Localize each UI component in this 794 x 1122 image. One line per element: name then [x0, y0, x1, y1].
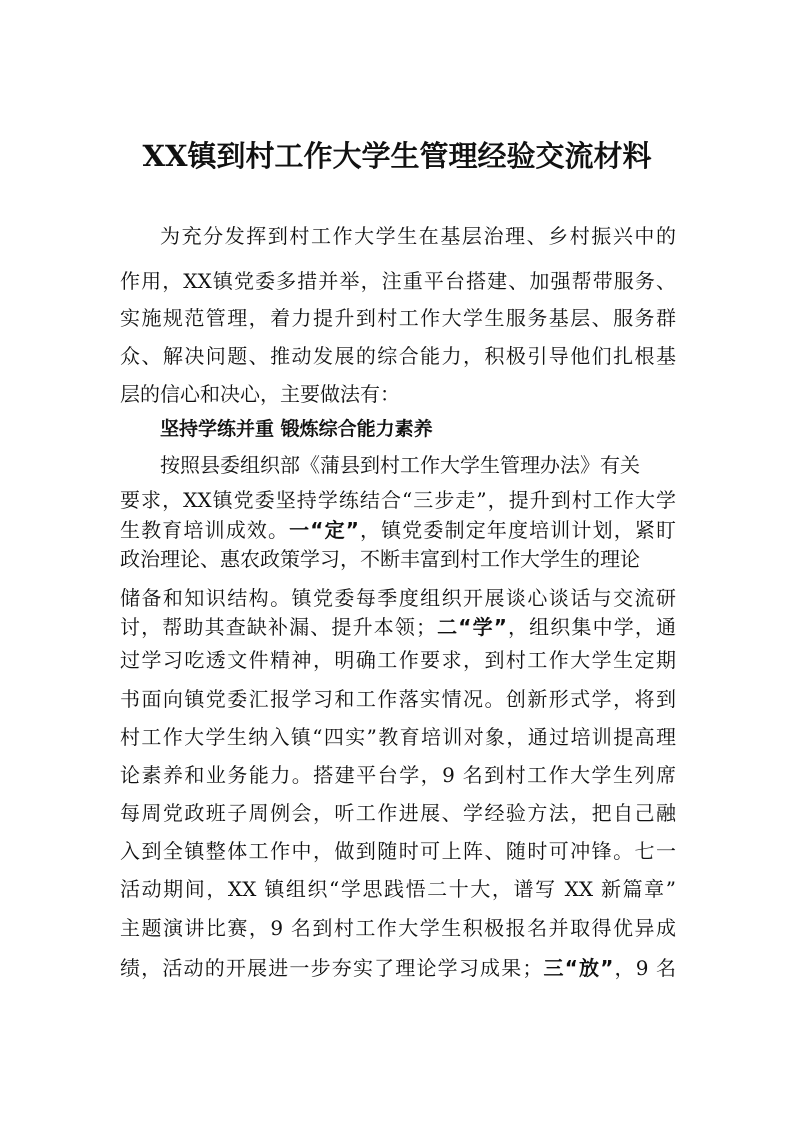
intro-paragraph — [120, 218, 676, 413]
section-heading: 坚持学练并重 锻炼综合能力素养 — [160, 418, 433, 440]
text-line: 按照县委组织部《蒲县到村工作大学生管理办法》有关 — [160, 453, 640, 477]
text-line: 层的信心和决心，主要做法有： — [120, 382, 400, 406]
text-line: 活动期间，XX 镇组织“学思践悟二十大，谱写 XX 新篇章” — [120, 877, 676, 901]
text-line: 实施规范管理，着力提升到村工作大学生服务基层、服务群 — [120, 306, 676, 330]
text-run: ，9 名 — [613, 956, 676, 980]
text-line: 主题演讲比赛，9 名到村工作大学生积极报名并取得优异成 — [120, 916, 676, 940]
text-line: 过学习吃透文件精神，明确工作要求，到村工作大学生定期 — [120, 648, 676, 672]
text-run: ，组织集中学，通 — [506, 615, 676, 639]
text-line: 要求，XX镇党委坚持学练结合“三步走”，提升到村工作大学 — [120, 488, 676, 512]
text-line: 储备和知识结构。镇党委每季度组织开展谈心谈话与交流研 — [120, 586, 676, 610]
emphasis-step-two: 二“学” — [436, 615, 507, 639]
text-line: 作用，XX镇党委多措并举，注重平台搭建、加强帮带服务、 — [120, 269, 676, 293]
emphasis-step-three: 三“放” — [542, 956, 614, 980]
text-line: 书面向镇党委汇报学习和工作落实情况。创新形式学，将到 — [120, 687, 676, 711]
text-run: 绩，活动的开展进一步夯实了理论学习成果； — [120, 956, 543, 980]
text-run: 讨，帮助其查缺补漏、提升本领； — [120, 615, 436, 639]
document-title: XX镇到村工作大学生管理经验交流材料 — [142, 139, 652, 173]
text-line: 众、解决问题、推动发展的综合能力，积极引导他们扎根基 — [120, 344, 676, 368]
text-line — [120, 612, 676, 642]
text-line: 入到全镇整体工作中，做到随时可上阵、随时可冲锋。七一 — [120, 839, 676, 863]
text-line: 每周党政班子周例会，听工作进展、学经验方法，把自己融 — [120, 801, 676, 825]
text-line — [120, 948, 676, 988]
text-line — [120, 516, 676, 544]
text-line: 论素养和业务能力。搭建平台学，9 名到村工作大学生列席 — [120, 763, 676, 787]
emphasis-step-one: 一“定” — [289, 518, 359, 542]
text-run: 生教育培训成效。 — [120, 518, 290, 542]
section-1 — [120, 412, 676, 988]
text-line: 为充分发挥到村工作大学生在基层治理、乡村振兴中的 — [160, 224, 676, 248]
text-line: 政治理论、惠农政策学习，不断丰富到村工作大学生的理论 — [120, 547, 640, 571]
text-run: ，镇党委制定年度培训计划，紧盯 — [358, 518, 676, 542]
text-line: 村工作大学生纳入镇“四实”教育培训对象，通过培训提高理 — [120, 725, 676, 749]
